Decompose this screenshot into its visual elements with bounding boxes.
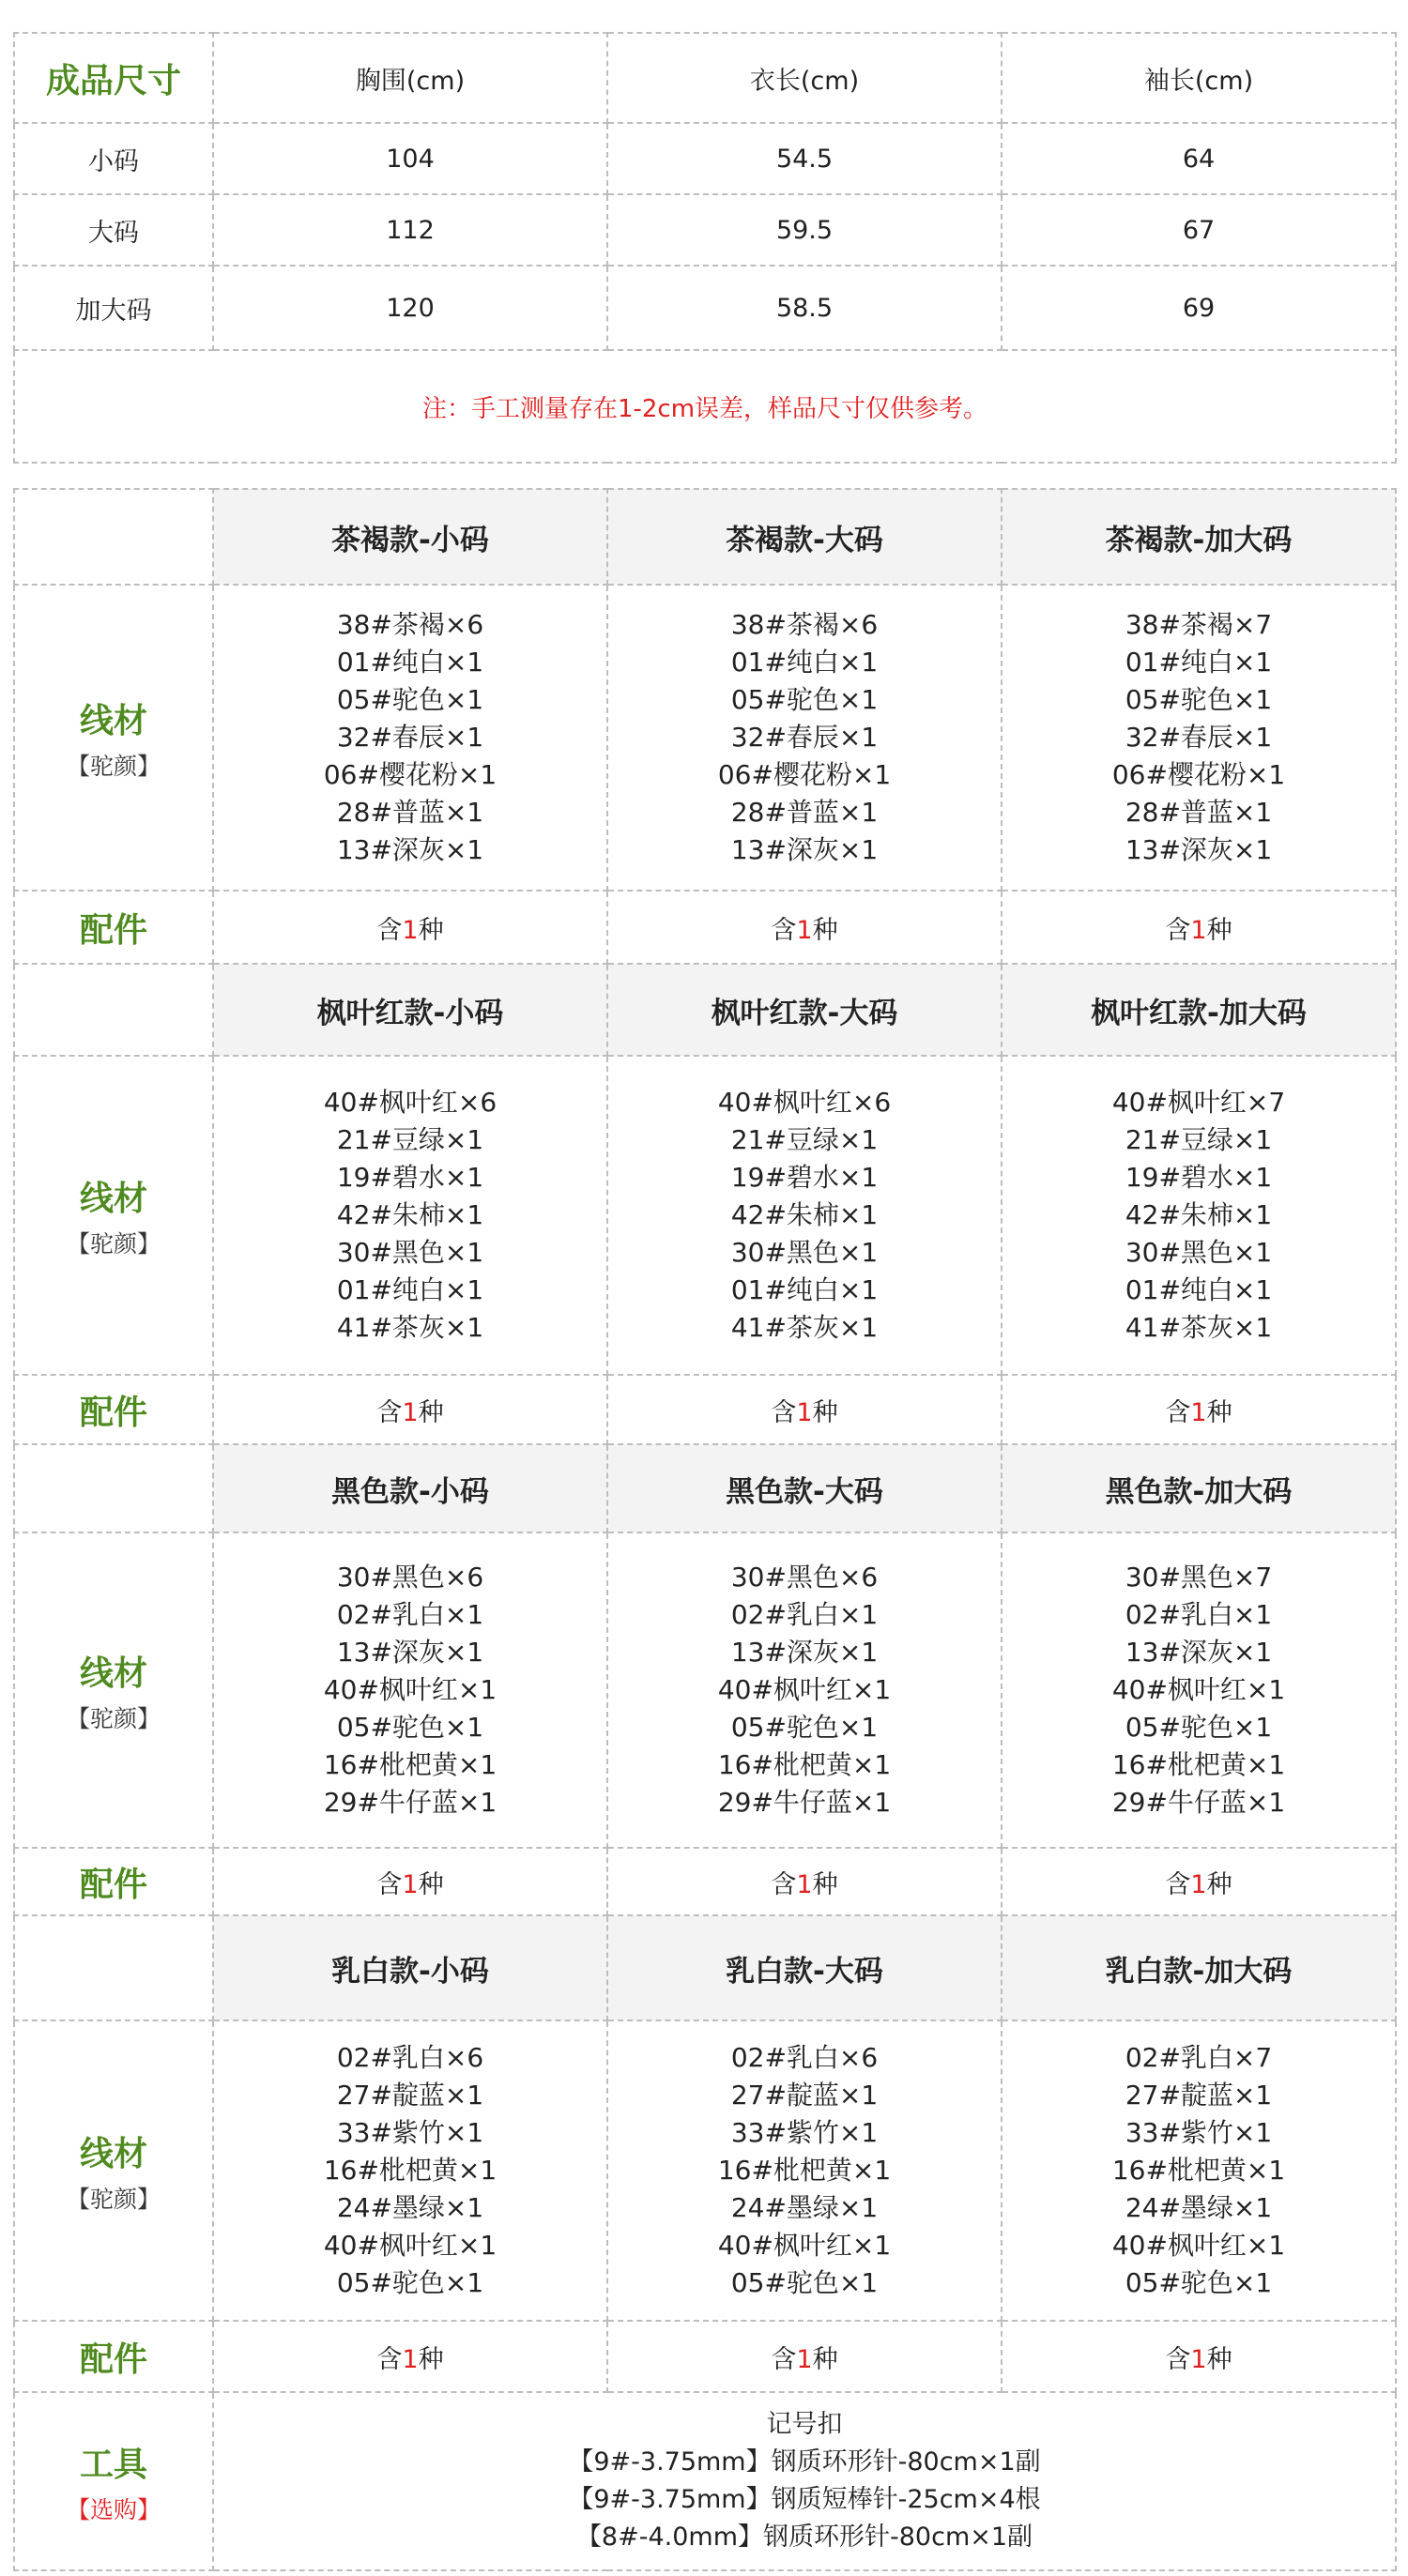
yarn-item: 02#乳白×1 (730, 1599, 879, 1630)
header-blank-cell (14, 964, 213, 1056)
parts-prefix: 含 (771, 1397, 797, 1427)
yarn-item: 16#枇杷黄×1 (1111, 1749, 1286, 1780)
parts-prefix: 含 (376, 2344, 403, 2374)
yarn-item: 38#茶褐×6 (730, 609, 879, 640)
style-size-header: 黑色款-加大码 (1002, 1444, 1396, 1532)
yarn-item: 28#普蓝×1 (1125, 797, 1273, 828)
yarn-item: 40#枫叶红×1 (1111, 1674, 1286, 1705)
yarn-item: 40#枫叶红×6 (323, 1087, 497, 1118)
yarn-item: 16#枇杷黄×1 (323, 2155, 497, 2186)
yarn-label-cell (14, 1532, 213, 1848)
parts-suffix: 种 (812, 1397, 838, 1427)
parts-count: 1 (796, 915, 813, 945)
yarn-item: 16#枇杷黄×1 (717, 2155, 892, 2186)
yarn-item: 06#樱花粉×1 (717, 759, 892, 790)
yarn-item: 05#驼色×1 (1125, 1712, 1273, 1743)
style-size-header: 枫叶红款-加大码 (1002, 964, 1396, 1056)
parts-count: 1 (1190, 1397, 1207, 1427)
parts-prefix: 含 (1165, 1397, 1191, 1427)
table-row (14, 194, 1396, 266)
parts-prefix: 含 (1165, 915, 1191, 945)
yarn-item: 05#驼色×1 (336, 684, 484, 715)
style-size-header: 乳白款-小码 (213, 1915, 607, 2020)
tools-row (14, 2392, 1396, 2570)
yarn-item: 02#乳白×6 (730, 2042, 879, 2073)
style-size-header: 茶褐款-加大码 (1002, 489, 1396, 585)
parts-prefix: 含 (376, 1869, 403, 1899)
yarn-item: 32#春辰×1 (730, 722, 879, 753)
yarn-list (1002, 1056, 1396, 1375)
yarn-item: 38#茶褐×7 (1125, 609, 1273, 640)
materials-body (14, 489, 1396, 2570)
yarn-item: 24#墨绿×1 (1125, 2192, 1273, 2223)
yarn-item: 32#春辰×1 (1125, 722, 1273, 753)
parts-suffix: 种 (418, 1869, 444, 1899)
parts-value (1002, 1375, 1396, 1444)
sleeve-value: 64 (1002, 123, 1396, 194)
style-size-header: 黑色款-大码 (607, 1444, 1002, 1532)
yarn-list (1002, 1532, 1396, 1848)
tools-list (213, 2392, 1396, 2570)
yarn-item: 40#枫叶红×1 (323, 2230, 497, 2261)
header-blank-cell (14, 1444, 213, 1532)
sleeve-value: 69 (1002, 266, 1396, 350)
measurement-note: 注：手工测量存在1-2cm误差，样品尺寸仅供参考。 (14, 350, 1396, 463)
tool-item: 【9#-3.75mm】钢质环形针-80cm×1副 (568, 2447, 1041, 2477)
yarn-item: 33#紫竹×1 (730, 2117, 879, 2148)
yarn-item: 28#普蓝×1 (730, 797, 879, 828)
yarn-item: 33#紫竹×1 (336, 2117, 484, 2148)
size-label: 小码 (14, 123, 213, 194)
size-table-title: 成品尺寸 (14, 33, 213, 123)
parts-value (607, 1375, 1002, 1444)
yarn-item: 01#纯白×1 (336, 1274, 484, 1305)
yarn-item: 40#枫叶红×1 (1111, 2230, 1286, 2261)
parts-count: 1 (796, 1397, 813, 1427)
size-table (13, 32, 1397, 464)
yarn-item: 19#碧水×1 (730, 1162, 879, 1193)
parts-suffix: 种 (418, 2344, 444, 2374)
parts-prefix: 含 (1165, 1869, 1191, 1899)
length-value: 54.5 (607, 123, 1002, 194)
style-header-row (14, 1444, 1396, 1532)
yarn-item: 30#黑色×7 (1125, 1562, 1273, 1593)
parts-row (14, 2321, 1396, 2392)
yarn-item: 21#豆绿×1 (1125, 1124, 1273, 1155)
style-size-header: 茶褐款-大码 (607, 489, 1002, 585)
style-header-row (14, 964, 1396, 1056)
yarn-row (14, 1056, 1396, 1375)
size-label: 大码 (14, 194, 213, 266)
yarn-row (14, 2020, 1396, 2321)
parts-count: 1 (1190, 2344, 1207, 2374)
yarn-label-cell (14, 585, 213, 891)
yarn-label: 线材 (79, 1179, 147, 1218)
parts-suffix: 种 (812, 915, 838, 945)
parts-count: 1 (402, 2344, 419, 2374)
yarn-list (213, 585, 607, 891)
yarn-item: 32#春辰×1 (336, 722, 484, 753)
style-size-header: 乳白款-大码 (607, 1915, 1002, 2020)
yarn-item: 13#深灰×1 (1125, 1637, 1273, 1668)
yarn-item: 27#靛蓝×1 (1125, 2080, 1273, 2111)
yarn-brand-label: 【驼颜】 (66, 752, 161, 780)
parts-suffix: 种 (812, 1869, 838, 1899)
yarn-item: 16#枇杷黄×1 (717, 1749, 892, 1780)
yarn-brand-label: 【驼颜】 (66, 1704, 161, 1732)
tools-sub-label: 【选购】 (66, 2495, 161, 2523)
parts-prefix: 含 (771, 2344, 797, 2374)
yarn-item: 42#朱柿×1 (336, 1199, 484, 1230)
yarn-item: 16#枇杷黄×1 (1111, 2155, 1286, 2186)
yarn-list (1002, 585, 1396, 891)
style-header-row (14, 489, 1396, 585)
tools-label-cell (14, 2392, 213, 2570)
parts-value (213, 1375, 607, 1444)
yarn-item: 41#茶灰×1 (336, 1312, 484, 1343)
style-size-header: 乳白款-加大码 (1002, 1915, 1396, 2020)
parts-prefix: 含 (376, 915, 403, 945)
parts-value (607, 1848, 1002, 1915)
parts-suffix: 种 (418, 1397, 444, 1427)
table-row (14, 266, 1396, 350)
parts-prefix: 含 (1165, 2344, 1191, 2374)
yarn-item: 29#牛仔蓝×1 (323, 1787, 497, 1818)
yarn-item: 30#黑色×1 (336, 1237, 484, 1268)
parts-suffix: 种 (1206, 1397, 1232, 1427)
length-value: 59.5 (607, 194, 1002, 266)
yarn-item: 30#黑色×1 (1125, 1237, 1273, 1268)
header-blank-cell (14, 1915, 213, 2020)
parts-value (1002, 2321, 1396, 2392)
yarn-list (213, 1056, 607, 1375)
yarn-item: 13#深灰×1 (1125, 834, 1273, 865)
yarn-item: 02#乳白×6 (336, 2042, 484, 2073)
parts-prefix: 含 (771, 1869, 797, 1899)
yarn-row (14, 1532, 1396, 1848)
yarn-list (1002, 2020, 1396, 2321)
style-size-header: 黑色款-小码 (213, 1444, 607, 1532)
header-blank-cell (14, 489, 213, 585)
yarn-item: 02#乳白×1 (1125, 1599, 1273, 1630)
yarn-item: 38#茶褐×6 (336, 609, 484, 640)
parts-count: 1 (796, 2344, 813, 2374)
yarn-item: 41#茶灰×1 (730, 1312, 879, 1343)
yarn-label-cell (14, 1056, 213, 1375)
style-size-header: 枫叶红款-大码 (607, 964, 1002, 1056)
parts-count: 1 (796, 1869, 813, 1899)
parts-count: 1 (1190, 915, 1207, 945)
yarn-item: 29#牛仔蓝×1 (1111, 1787, 1286, 1818)
chest-value: 120 (213, 266, 607, 350)
yarn-item: 01#纯白×1 (1125, 1274, 1273, 1305)
yarn-item: 40#枫叶红×1 (323, 1674, 497, 1705)
yarn-item: 27#靛蓝×1 (730, 2080, 879, 2111)
parts-prefix: 含 (376, 1397, 403, 1427)
yarn-item: 21#豆绿×1 (730, 1124, 879, 1155)
yarn-item: 06#樱花粉×1 (1111, 759, 1286, 790)
tool-item: 记号扣 (766, 2410, 843, 2439)
yarn-item: 40#枫叶红×6 (717, 1087, 892, 1118)
chest-value: 112 (213, 194, 607, 266)
tool-item: 【9#-3.75mm】钢质短棒针-25cm×4根 (568, 2485, 1041, 2514)
yarn-item: 33#紫竹×1 (1125, 2117, 1273, 2148)
yarn-label: 线材 (79, 701, 147, 740)
parts-value (1002, 891, 1396, 964)
parts-value (1002, 1848, 1396, 1915)
parts-suffix: 种 (1206, 915, 1232, 945)
yarn-item: 13#深灰×1 (336, 834, 484, 865)
yarn-item: 19#碧水×1 (1125, 1162, 1273, 1193)
parts-suffix: 种 (1206, 1869, 1232, 1899)
yarn-item: 06#樱花粉×1 (323, 759, 497, 790)
yarn-item: 24#墨绿×1 (336, 2192, 484, 2223)
style-size-header: 茶褐款-小码 (213, 489, 607, 585)
yarn-list (607, 1056, 1002, 1375)
materials-table (13, 488, 1397, 2571)
yarn-list (607, 1532, 1002, 1848)
yarn-item: 02#乳白×7 (1125, 2042, 1273, 2073)
style-header-row (14, 1915, 1396, 2020)
parts-label: 配件 (14, 1848, 213, 1915)
style-size-header: 枫叶红款-小码 (213, 964, 607, 1056)
parts-count: 1 (402, 915, 419, 945)
parts-value (213, 1848, 607, 1915)
parts-value (607, 2321, 1002, 2392)
yarn-item: 30#黑色×6 (336, 1562, 484, 1593)
yarn-item: 05#驼色×1 (730, 1712, 879, 1743)
table-row (14, 123, 1396, 194)
parts-value (213, 891, 607, 964)
yarn-item: 05#驼色×1 (1125, 684, 1273, 715)
yarn-item: 27#靛蓝×1 (336, 2080, 484, 2111)
yarn-item: 30#黑色×1 (730, 1237, 879, 1268)
yarn-item: 13#深灰×1 (730, 834, 879, 865)
yarn-item: 01#纯白×1 (336, 647, 484, 678)
yarn-item: 02#乳白×1 (336, 1599, 484, 1630)
tools-label: 工具 (79, 2445, 147, 2484)
yarn-item: 40#枫叶红×1 (717, 2230, 892, 2261)
parts-prefix: 含 (771, 915, 797, 945)
parts-suffix: 种 (418, 915, 444, 945)
yarn-item: 05#驼色×1 (1125, 2267, 1273, 2298)
yarn-list (607, 585, 1002, 891)
sleeve-value: 67 (1002, 194, 1396, 266)
parts-row (14, 891, 1396, 964)
parts-row (14, 1848, 1396, 1915)
yarn-list (607, 2020, 1002, 2321)
size-label: 加大码 (14, 266, 213, 350)
parts-suffix: 种 (812, 2344, 838, 2374)
yarn-item: 30#黑色×6 (730, 1562, 879, 1593)
parts-value (607, 891, 1002, 964)
parts-label: 配件 (14, 1375, 213, 1444)
yarn-item: 16#枇杷黄×1 (323, 1749, 497, 1780)
header-chest: 胸围(cm) (213, 33, 607, 123)
yarn-item: 19#碧水×1 (336, 1162, 484, 1193)
yarn-list (213, 2020, 607, 2321)
yarn-item: 28#普蓝×1 (336, 797, 484, 828)
parts-suffix: 种 (1206, 2344, 1232, 2374)
parts-count: 1 (402, 1397, 419, 1427)
yarn-row (14, 585, 1396, 891)
yarn-list (213, 1532, 607, 1848)
yarn-item: 01#纯白×1 (730, 647, 879, 678)
yarn-item: 21#豆绿×1 (336, 1124, 484, 1155)
parts-count: 1 (402, 1869, 419, 1899)
yarn-label-cell (14, 2020, 213, 2321)
parts-row (14, 1375, 1396, 1444)
length-value: 58.5 (607, 266, 1002, 350)
yarn-item: 13#深灰×1 (730, 1637, 879, 1668)
yarn-item: 40#枫叶红×1 (717, 1674, 892, 1705)
chest-value: 104 (213, 123, 607, 194)
parts-value (213, 2321, 607, 2392)
yarn-item: 05#驼色×1 (730, 2267, 879, 2298)
yarn-label: 线材 (79, 1654, 147, 1693)
yarn-item: 13#深灰×1 (336, 1637, 484, 1668)
yarn-item: 40#枫叶红×7 (1111, 1087, 1286, 1118)
yarn-item: 05#驼色×1 (336, 1712, 484, 1743)
parts-label: 配件 (14, 2321, 213, 2392)
yarn-label: 线材 (79, 2134, 147, 2173)
yarn-item: 01#纯白×1 (1125, 647, 1273, 678)
yarn-item: 05#驼色×1 (336, 2267, 484, 2298)
yarn-brand-label: 【驼颜】 (66, 1229, 161, 1258)
yarn-item: 24#墨绿×1 (730, 2192, 879, 2223)
yarn-item: 01#纯白×1 (730, 1274, 879, 1305)
yarn-brand-label: 【驼颜】 (66, 2185, 161, 2213)
yarn-item: 05#驼色×1 (730, 684, 879, 715)
header-length: 衣长(cm) (607, 33, 1002, 123)
header-sleeve: 袖长(cm) (1002, 33, 1396, 123)
tool-item: 【8#-4.0mm】钢质环形针-80cm×1副 (575, 2523, 1033, 2552)
yarn-item: 42#朱柿×1 (730, 1199, 879, 1230)
yarn-item: 41#茶灰×1 (1125, 1312, 1273, 1343)
yarn-item: 42#朱柿×1 (1125, 1199, 1273, 1230)
parts-label: 配件 (14, 891, 213, 964)
yarn-item: 29#牛仔蓝×1 (717, 1787, 892, 1818)
parts-count: 1 (1190, 1869, 1207, 1899)
